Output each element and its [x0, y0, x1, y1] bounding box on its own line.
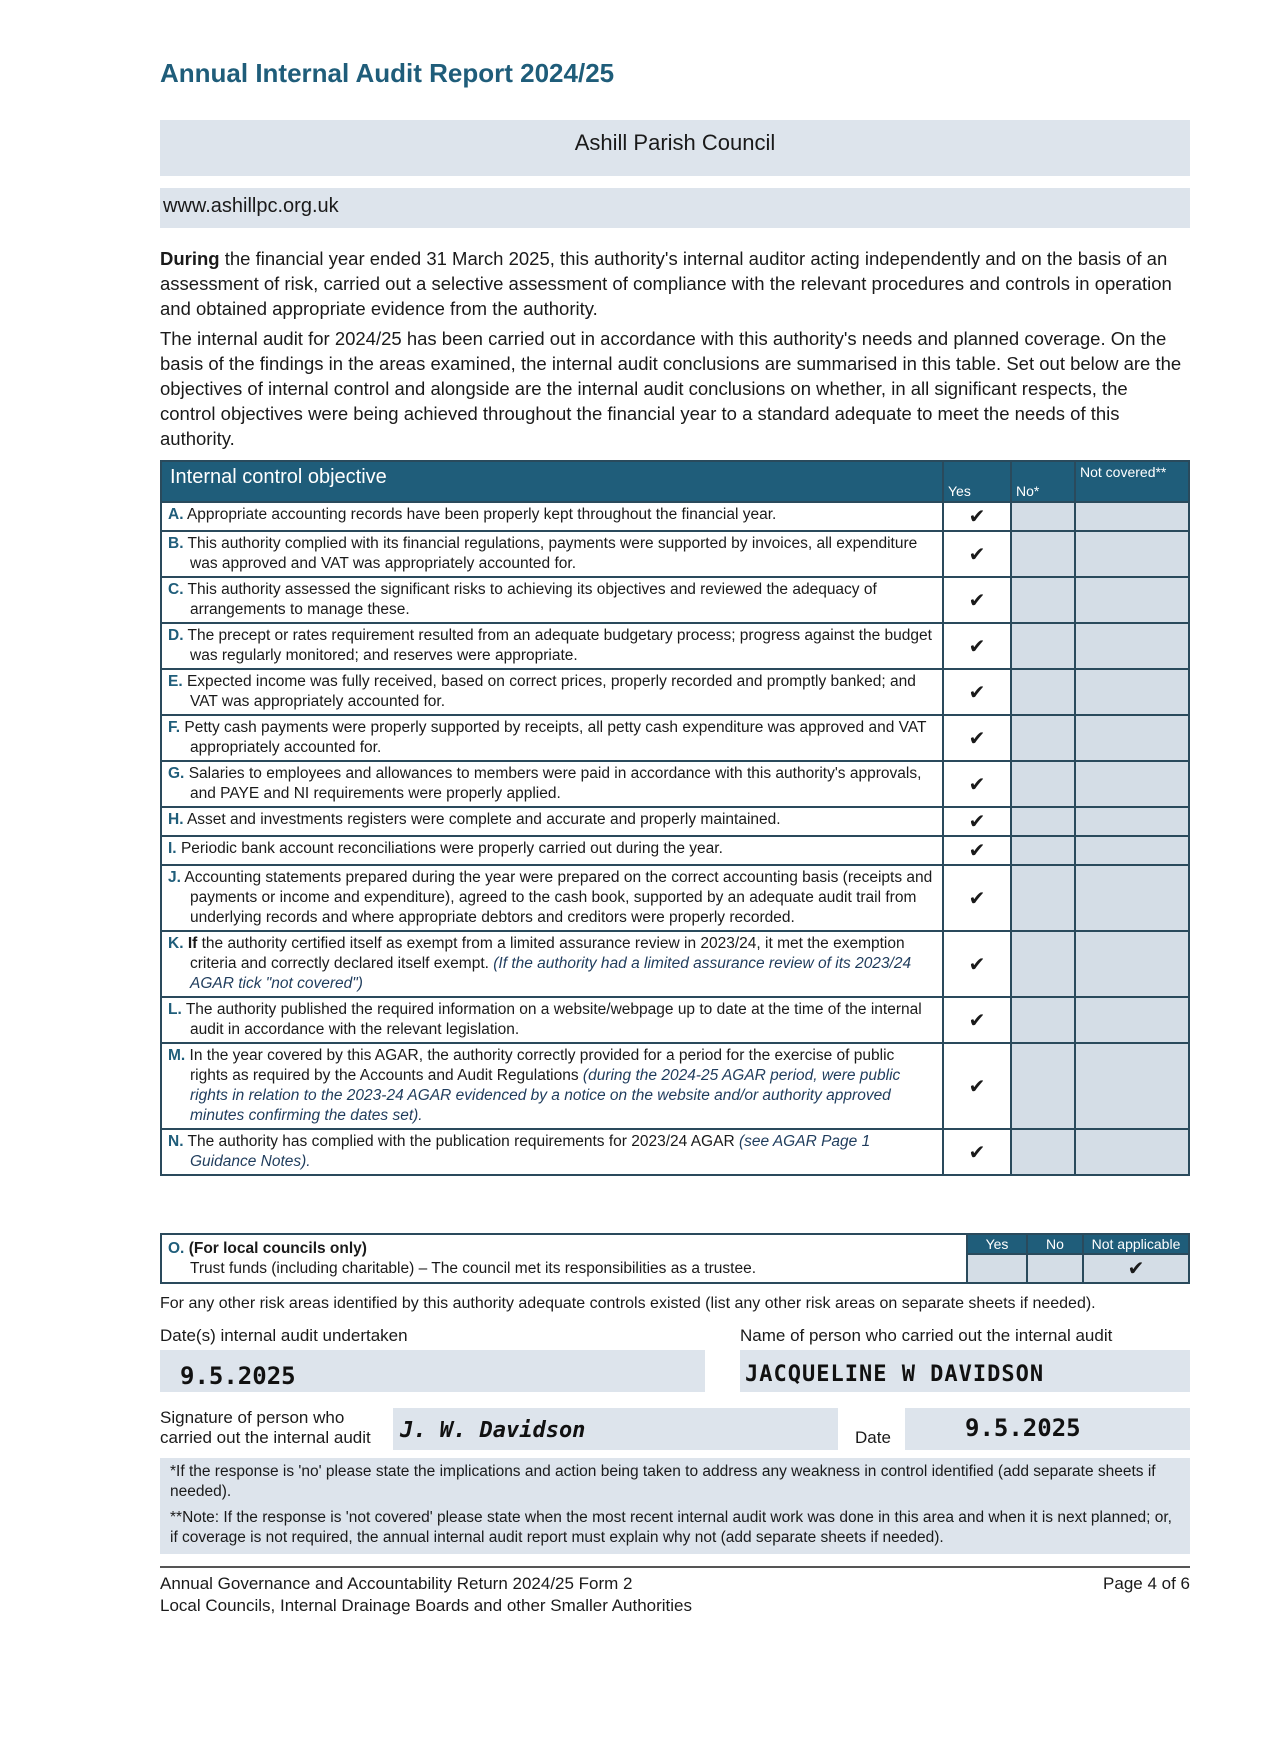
control-row [161, 997, 1189, 1043]
control-objective [161, 1043, 943, 1129]
auditor-name-value: JACQUELINE W DAVIDSON [745, 1362, 1045, 1387]
row-letter: G. [168, 765, 185, 782]
yes-tick-cell[interactable]: ✔ [943, 623, 1011, 669]
internal-control-rows [161, 502, 1189, 1175]
objective-text: The precept or rates requirement resulted from an adequate budgetary process; progress against the budget was regularly monitored; and reserves were appropriate. [187, 627, 932, 664]
not-covered-cell[interactable] [1075, 836, 1189, 865]
yes-tick-cell[interactable]: ✔ [943, 669, 1011, 715]
control-row [161, 1129, 1189, 1175]
control-objective [161, 715, 943, 761]
not-covered-cell[interactable] [1075, 1129, 1189, 1175]
objective-text: In the year covered by this AGAR, the authority correctly provided for a period for the exercise of public rights as required by the Accounts and Audit Regulations [189, 1047, 895, 1084]
not-covered-cell[interactable] [1075, 502, 1189, 531]
council-name: Ashill Parish Council [574, 130, 776, 155]
control-objective [161, 807, 943, 836]
signature-date-value: 9.5.2025 [965, 1414, 1081, 1442]
intro-lead-word: During [160, 248, 220, 269]
yes-tick-cell[interactable]: ✔ [943, 836, 1011, 865]
signature-label-line1: Signature of person who [160, 1408, 345, 1427]
control-objective [161, 669, 943, 715]
row-letter: M. [168, 1047, 186, 1064]
intro-paragraph-1 [160, 246, 1185, 321]
control-objective [161, 577, 943, 623]
no-cell[interactable] [1011, 502, 1075, 531]
o-header-yes: Yes [967, 1234, 1027, 1254]
objective-text: Appropriate accounting records have been properly kept throughout the financial year. [186, 506, 777, 523]
control-objective [161, 1129, 943, 1175]
yes-tick-cell[interactable]: ✔ [943, 997, 1011, 1043]
not-covered-cell[interactable] [1075, 669, 1189, 715]
control-objective [161, 997, 943, 1043]
objective-text: This authority assessed the significant risks to achieving its objectives and reviewed the adequacy of arrangements to manage these. [187, 581, 877, 618]
control-row [161, 715, 1189, 761]
intro-paragraph-2: The internal audit for 2024/25 has been carried out in accordance with this authority's needs and planned coverage. On the basis of the findings in the areas examined, the internal audit conclusions are summarised in this table. Set out below are the objectives of internal control and alongside are the internal audit conclusions on whether, in all significant respects, the control objectives were being achieved throughout the financial year to a standard adequate to meet the needs of this authority. [160, 328, 1182, 449]
row-letter: J. [168, 869, 181, 886]
control-row [161, 931, 1189, 997]
no-cell[interactable] [1011, 997, 1075, 1043]
yes-tick-cell[interactable]: ✔ [943, 931, 1011, 997]
auditor-name-label: Name of person who carried out the internal audit [740, 1326, 1113, 1345]
website-url: www.ashillpc.org.uk [163, 195, 339, 217]
audit-date-label: Date(s) internal audit undertaken [160, 1326, 408, 1345]
control-row [161, 577, 1189, 623]
row-letter: E. [168, 673, 183, 690]
not-covered-cell[interactable] [1075, 531, 1189, 577]
control-objective [161, 761, 943, 807]
note-no-response: *If the response is 'no' please state the implications and action being taken to address any weakness in control identified (add separate sheets if needed). [170, 1463, 1156, 1500]
row-letter: L. [168, 1001, 182, 1018]
o-cell-na-tick[interactable]: ✔ [1083, 1254, 1189, 1283]
objective-text: Accounting statements prepared during the year were prepared on the correct accounting basis (receipts and payments or income and expenditure), agreed to the cash book, supported by an adequate audit trail from underlying records and where appropriate debtors and creditors were properly recorded. [184, 869, 933, 926]
row-letter: N. [168, 1133, 184, 1150]
row-letter: A. [168, 506, 184, 523]
control-row [161, 623, 1189, 669]
trust-funds-table [160, 1233, 1190, 1284]
not-covered-cell[interactable] [1075, 623, 1189, 669]
control-row [161, 502, 1189, 531]
row-letter: C. [168, 581, 184, 598]
control-row [161, 1043, 1189, 1129]
not-covered-cell[interactable] [1075, 807, 1189, 836]
not-covered-cell[interactable] [1075, 931, 1189, 997]
header-objective: Internal control objective [161, 461, 943, 502]
row-letter: B. [168, 535, 184, 552]
yes-tick-cell[interactable]: ✔ [943, 715, 1011, 761]
no-cell[interactable] [1011, 931, 1075, 997]
control-objective [161, 865, 943, 931]
signature-label [160, 1408, 371, 1448]
trust-funds-objective [161, 1234, 967, 1283]
row-letter: K. [168, 935, 184, 952]
signature-date-label: Date [855, 1428, 891, 1447]
control-row [161, 865, 1189, 931]
footer-form-title: Annual Governance and Accountability Return 2024/25 Form 2 [160, 1574, 633, 1593]
not-covered-cell[interactable] [1075, 997, 1189, 1043]
control-row [161, 836, 1189, 865]
not-covered-cell[interactable] [1075, 865, 1189, 931]
page-title: Annual Internal Audit Report 2024/25 [160, 58, 615, 88]
objective-text: Periodic bank account reconciliations were properly carried out during the year. [180, 840, 723, 857]
control-objective [161, 931, 943, 997]
intro-paragraph-1-text: the financial year ended 31 March 2025, this authority's internal auditor acting independently and on the basis of an assessment of risk, carried out a selective assessment of compliance with the relevant procedures and controls in operation and obtained appropriate evidence from the authority. [160, 248, 1172, 319]
signature-label-line2: carried out the internal audit [160, 1428, 371, 1447]
other-risk-note: For any other risk areas identified by this authority adequate controls existed (list any other risk areas on separate sheets if needed). [160, 1295, 1096, 1312]
footer-authorities: Local Councils, Internal Drainage Boards and other Smaller Authorities [160, 1596, 693, 1615]
objective-text: The authority published the required information on a website/webpage up to date at the time of the internal audit in accordance with the relevant legislation. [185, 1001, 922, 1038]
no-cell[interactable] [1011, 807, 1075, 836]
control-row [161, 807, 1189, 836]
header-no: No* [1011, 461, 1075, 502]
row-letter: F. [168, 719, 181, 736]
objective-bold-word: If [187, 935, 198, 952]
no-cell[interactable] [1011, 1129, 1075, 1175]
control-objective [161, 531, 943, 577]
internal-control-table [160, 460, 1190, 1176]
row-letter-o: O. [168, 1240, 185, 1257]
objective-guidance: (see AGAR Page 1 Guidance Notes). [190, 1133, 871, 1170]
objective-text: Petty cash payments were properly supported by receipts, all petty cash expenditure was approved and VAT appropriately accounted for. [184, 719, 927, 756]
control-row [161, 669, 1189, 715]
no-cell[interactable] [1011, 577, 1075, 623]
o-cell-no[interactable] [1027, 1254, 1083, 1283]
no-cell[interactable] [1011, 836, 1075, 865]
audit-date-value: 9.5.2025 [180, 1362, 296, 1390]
o-header-na: Not applicable [1083, 1234, 1189, 1254]
signature-value: J. W. Davidson [400, 1418, 586, 1443]
o-cell-yes[interactable] [967, 1254, 1027, 1283]
yes-tick-cell[interactable]: ✔ [943, 531, 1011, 577]
objective-text: Salaries to employees and allowances to members were paid in accordance with this authority's approvals, and PAYE and NI requirements were properly applied. [188, 765, 922, 802]
objective-guidance: (If the authority had a limited assurance review of its 2023/24 AGAR tick "not covered") [190, 955, 912, 992]
yes-tick-cell[interactable]: ✔ [943, 807, 1011, 836]
no-cell[interactable] [1011, 669, 1075, 715]
o-header-no: No [1027, 1234, 1083, 1254]
objective-text: The authority has complied with the publication requirements for 2023/24 AGAR [187, 1133, 739, 1150]
control-objective [161, 836, 943, 865]
yes-tick-cell[interactable]: ✔ [943, 865, 1011, 931]
control-row [161, 761, 1189, 807]
yes-tick-cell[interactable]: ✔ [943, 1043, 1011, 1129]
not-covered-cell[interactable] [1075, 577, 1189, 623]
no-cell[interactable] [1011, 715, 1075, 761]
trust-funds-title: (For local councils only) [188, 1240, 367, 1257]
yes-tick-cell[interactable]: ✔ [943, 502, 1011, 531]
page-number: Page 4 of 6 [1103, 1574, 1190, 1593]
no-cell[interactable] [1011, 865, 1075, 931]
not-covered-cell[interactable] [1075, 715, 1189, 761]
no-cell[interactable] [1011, 531, 1075, 577]
header-yes: Yes [943, 461, 1011, 502]
control-row [161, 531, 1189, 577]
objective-text: Asset and investments registers were complete and accurate and properly maintained. [186, 811, 781, 828]
yes-tick-cell[interactable]: ✔ [943, 761, 1011, 807]
trust-funds-text: Trust funds (including charitable) – The council met its responsibilities as a trustee. [190, 1260, 757, 1277]
header-not-covered: Not covered** [1075, 461, 1189, 502]
no-cell[interactable] [1011, 1043, 1075, 1129]
objective-text: This authority complied with its financial regulations, payments were supported by invoices, all expenditure was approved and VAT was appropriately accounted for. [187, 535, 918, 572]
no-cell[interactable] [1011, 623, 1075, 669]
yes-tick-cell[interactable]: ✔ [943, 577, 1011, 623]
not-covered-cell[interactable] [1075, 1043, 1189, 1129]
not-covered-cell[interactable] [1075, 761, 1189, 807]
objective-text: Expected income was fully received, based on correct prices, properly recorded and promptly banked; and VAT was appropriately accounted for. [186, 673, 916, 710]
yes-tick-cell[interactable]: ✔ [943, 1129, 1011, 1175]
row-letter: H. [168, 811, 184, 828]
control-objective [161, 502, 943, 531]
note-not-covered: **Note: If the response is 'not covered' please state when the most recent internal audit work was done in this area and when it is next planned; or, if coverage is not required, the annual internal audit report must explain why not (add separate sheets if needed). [170, 1509, 1172, 1546]
objective-guidance: (during the 2024-25 AGAR period, were public rights in relation to the 2023-24 AGAR evidenced by a notice on the website and/or authority approved minutes confirming the dates set). [190, 1067, 901, 1124]
row-letter: D. [168, 627, 184, 644]
row-letter: I. [168, 840, 177, 857]
footer-divider [160, 1566, 1190, 1568]
no-cell[interactable] [1011, 761, 1075, 807]
control-objective [161, 623, 943, 669]
objective-text: the authority certified itself as exempt from a limited assurance review in 2023/24, it met the exemption criteria and correctly declared itself exempt. [190, 935, 905, 972]
